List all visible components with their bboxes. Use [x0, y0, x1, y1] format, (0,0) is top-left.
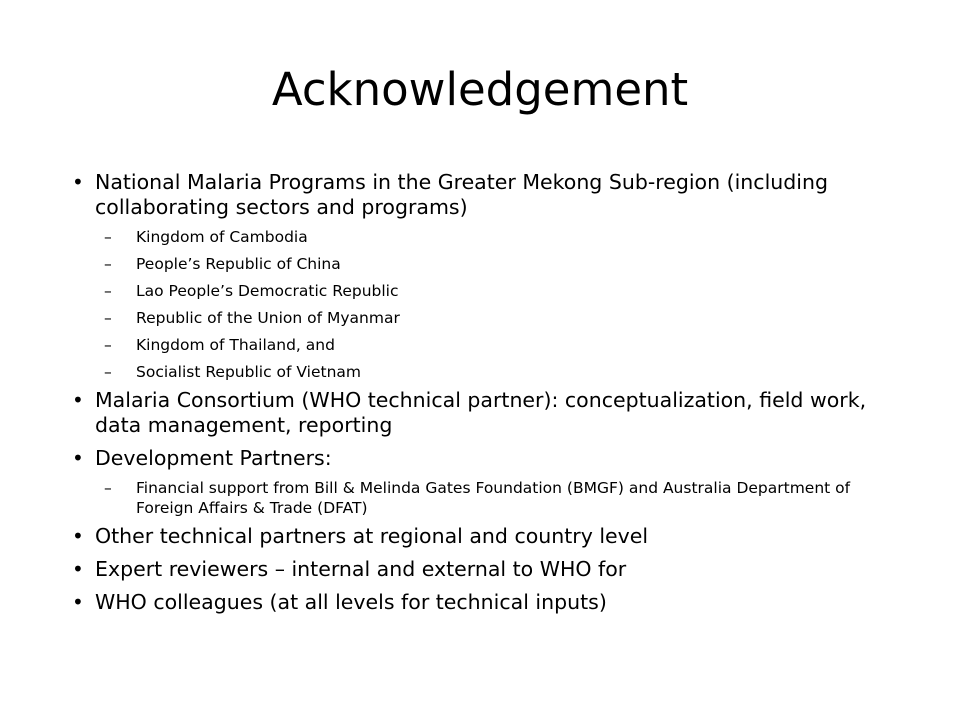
sub-item-text: People’s Republic of China	[136, 255, 341, 273]
dash-icon: –	[104, 479, 112, 497]
bullet-text: WHO colleagues (at all levels for technical inputs)	[95, 590, 607, 614]
bullet-dot-icon: •	[72, 446, 84, 470]
dash-icon: –	[104, 282, 112, 300]
bullet-dot-icon: •	[72, 590, 84, 614]
bullet-item	[72, 170, 912, 382]
sub-item	[72, 227, 912, 247]
sub-item	[72, 478, 912, 518]
dash-icon: –	[104, 336, 112, 354]
bullet-text: Other technical partners at regional and country level	[95, 524, 649, 548]
sub-item-text: Republic of the Union of Myanmar	[136, 309, 400, 327]
dash-icon: –	[104, 228, 112, 246]
sub-item	[72, 335, 912, 355]
bullet-dot-icon: •	[72, 170, 84, 194]
sub-item-text: Kingdom of Thailand, and	[136, 336, 335, 354]
bullet-dot-icon: •	[72, 524, 84, 548]
bullet-item	[72, 557, 912, 582]
bullet-item	[72, 388, 912, 438]
bullet-text: Expert reviewers – internal and external to WHO for	[95, 557, 627, 581]
sub-list	[95, 227, 912, 382]
sub-item-text: Socialist Republic of Vietnam	[136, 363, 361, 381]
bullet-text: Malaria Consortium (WHO technical partner): conceptualization, field work, data management, reporting	[95, 388, 867, 437]
bullet-dot-icon: •	[72, 557, 84, 581]
sub-item	[72, 254, 912, 274]
sub-list	[95, 478, 912, 518]
sub-item-text: Kingdom of Cambodia	[136, 228, 308, 246]
bullet-text: Development Partners:	[95, 446, 332, 470]
dash-icon: –	[104, 363, 112, 381]
sub-item	[72, 308, 912, 328]
sub-item	[72, 362, 912, 382]
bullet-text: National Malaria Programs in the Greater Mekong Sub-region (including collaborating sectors and programs)	[95, 170, 828, 219]
sub-item-text: Lao People’s Democratic Republic	[136, 282, 399, 300]
bullet-item	[72, 590, 912, 615]
bullet-dot-icon: •	[72, 388, 84, 412]
bullet-list	[72, 170, 912, 623]
bullet-item	[72, 524, 912, 549]
sub-item-text: Financial support from Bill & Melinda Gates Foundation (BMGF) and Australia Department of Foreign Affairs & Trade (DFAT)	[136, 479, 851, 517]
slide-title: Acknowledgement	[271, 63, 689, 116]
dash-icon: –	[104, 309, 112, 327]
dash-icon: –	[104, 255, 112, 273]
bullet-item	[72, 446, 912, 518]
sub-item	[72, 281, 912, 301]
